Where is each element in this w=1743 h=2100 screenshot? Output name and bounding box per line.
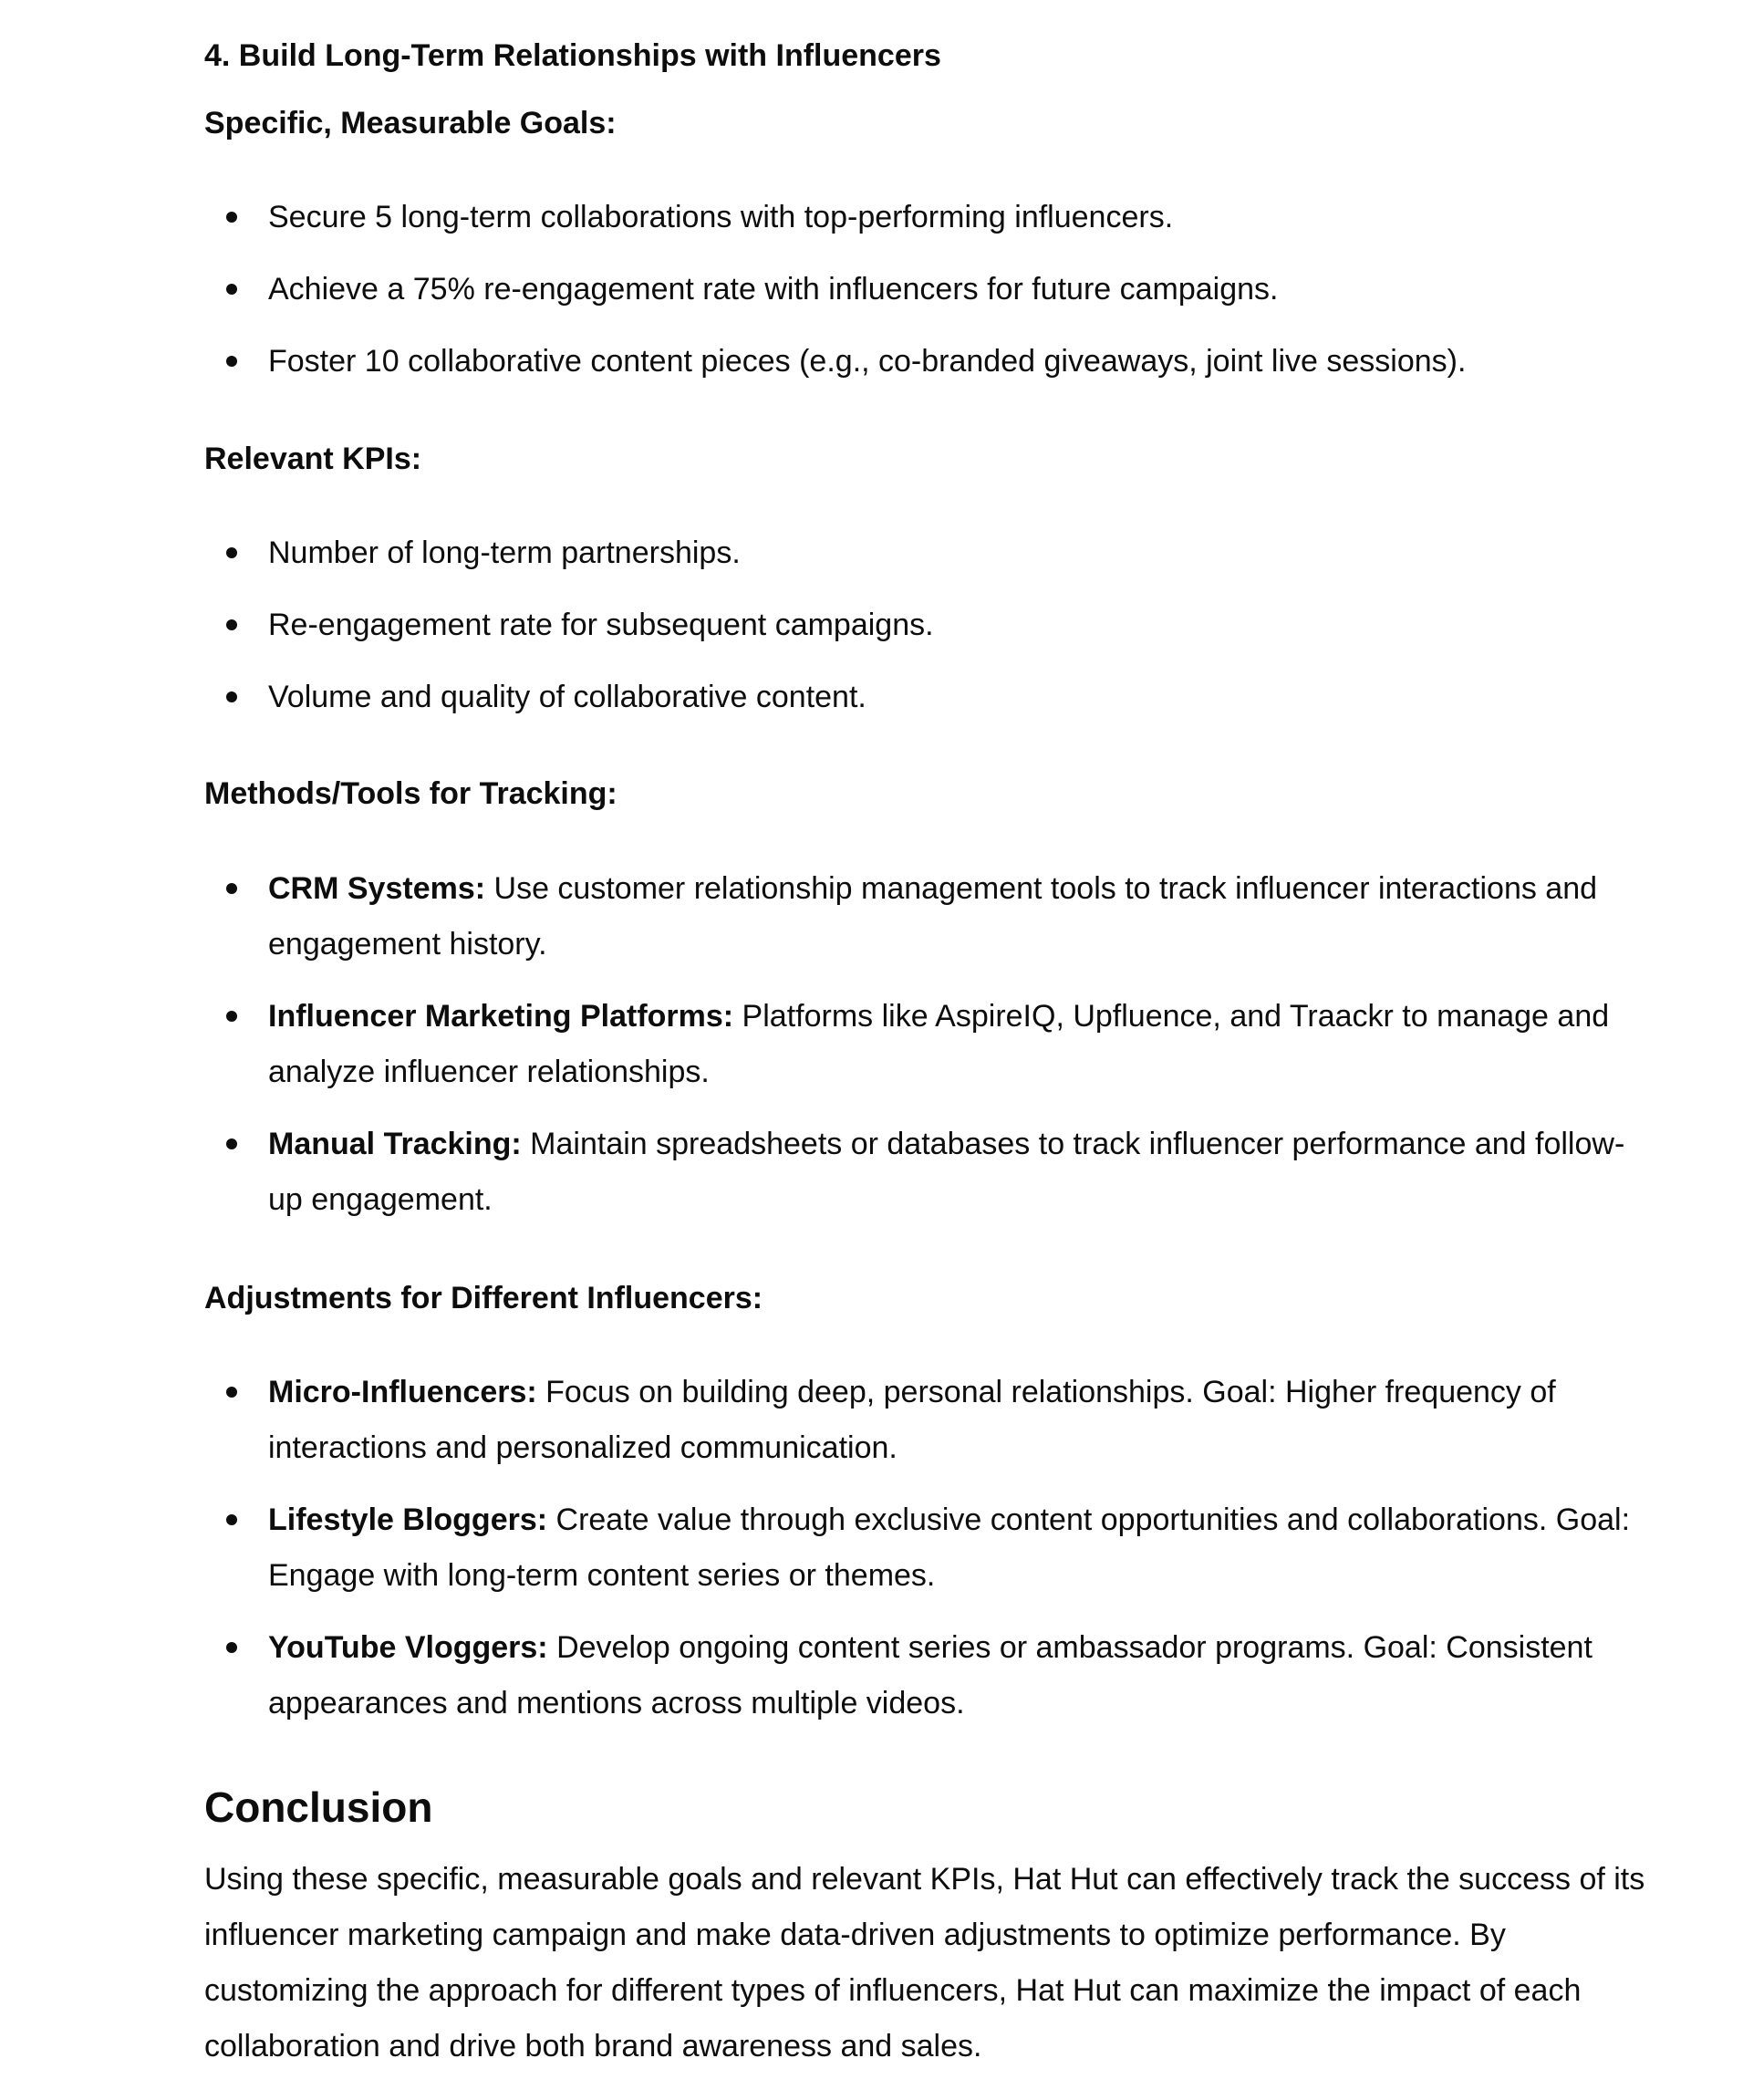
kpis-label: Relevant KPIs: <box>204 442 422 476</box>
bullet-icon <box>226 691 237 702</box>
conclusion-heading: Conclusion <box>204 1783 433 1831</box>
bullet-icon <box>226 1387 237 1398</box>
tracking-list <box>204 861 1645 1244</box>
list-item: Lifestyle Bloggers: Create value through exclusive content opportunities and collaborations. Goal: Engage with long-term content series or themes. <box>204 1492 1645 1620</box>
bullet-icon <box>226 1138 237 1149</box>
bullet-icon <box>226 1514 237 1525</box>
list-item: Re-engagement rate for subsequent campaigns. <box>204 598 1645 670</box>
bullet-icon <box>226 284 237 295</box>
list-item: Manual Tracking: Maintain spreadsheets or databases to track influencer performance and follow-up engagement. <box>204 1117 1645 1244</box>
list-item: CRM Systems: Use customer relationship management tools to track influencer interactions and engagement history. <box>204 861 1645 989</box>
list-item: YouTube Vloggers: Develop ongoing content series or ambassador programs. Goal: Consistent appearances and mentions across multiple videos. <box>204 1620 1645 1748</box>
list-item: Number of long-term partnerships. <box>204 525 1645 598</box>
list-item: Achieve a 75% re-engagement rate with influencers for future campaigns. <box>204 262 1645 334</box>
bullet-icon <box>226 883 237 894</box>
bullet-icon <box>226 1011 237 1022</box>
list-item: Influencer Marketing Platforms: Platforms like AspireIQ, Upfluence, and Traackr to manage and analyze influencer relationships. <box>204 989 1645 1117</box>
bullet-icon <box>226 547 237 558</box>
list-item: Volume and quality of collaborative content. <box>204 670 1645 742</box>
tracking-label: Methods/Tools for Tracking: <box>204 776 617 811</box>
list-item: Secure 5 long-term collaborations with top-performing influencers. <box>204 190 1645 262</box>
list-item: Micro-Influencers: Focus on building deep, personal relationships. Goal: Higher frequency of interactions and personalized communication. <box>204 1365 1645 1492</box>
bullet-icon <box>226 356 237 367</box>
bullet-icon <box>226 619 237 630</box>
list-item: Foster 10 collaborative content pieces (e.g., co-branded giveaways, joint live sessions). <box>204 334 1645 406</box>
adjustments-label: Adjustments for Different Influencers: <box>204 1281 763 1315</box>
goals-label: Specific, Measurable Goals: <box>204 106 617 140</box>
bullet-icon <box>226 212 237 223</box>
adjustments-list <box>204 1365 1645 1748</box>
goals-list <box>204 190 1645 406</box>
kpis-list <box>204 525 1645 742</box>
bullet-icon <box>226 1642 237 1653</box>
section-title: 4. Build Long-Term Relationships with Influencers <box>204 38 941 73</box>
conclusion-paragraph: Using these specific, measurable goals and relevant KPIs, Hat Hut can effectively track the success of its influencer marketing campaign and make data-driven adjustments to optimize performance. By customizing the approach for different types of influencers, Hat Hut can maximize the impact of each collaboration and drive both brand awareness and sales. <box>204 1862 1645 2064</box>
